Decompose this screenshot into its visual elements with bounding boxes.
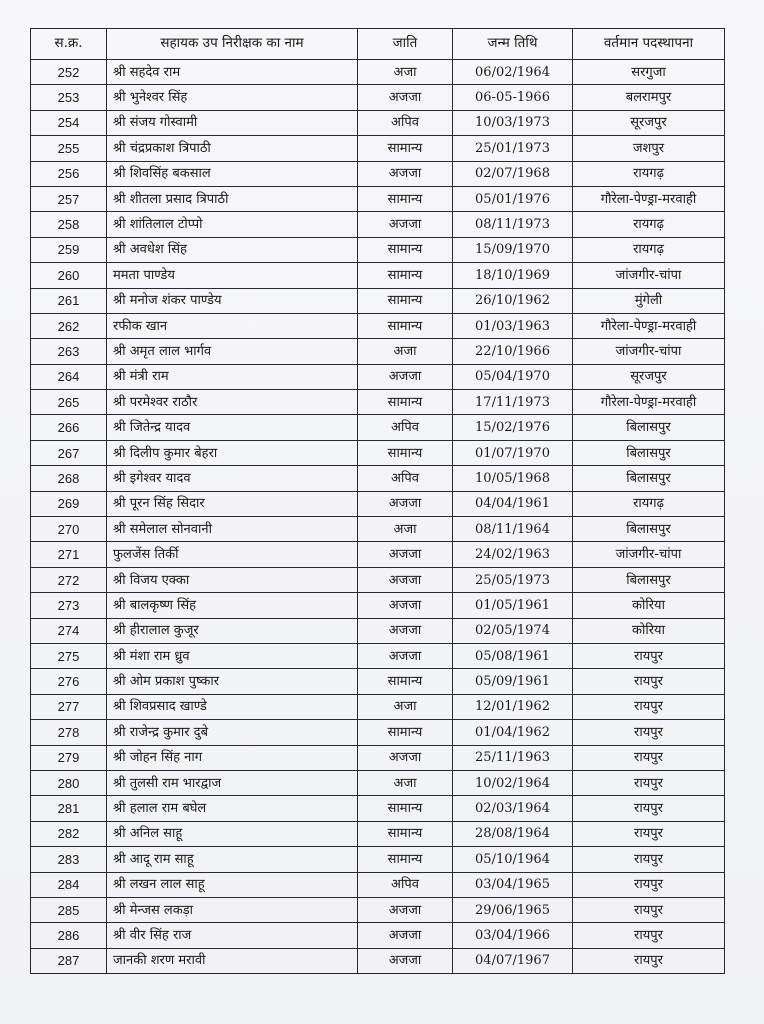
table-row: [31, 897, 725, 922]
officer-name-cell: श्री वीर सिंह राज: [107, 923, 358, 948]
current-posting-cell: रायपुर: [573, 872, 725, 897]
table-row: [31, 669, 725, 694]
current-posting-cell: बिलासपुर: [573, 440, 725, 465]
date-of-birth-cell: 01/04/1962: [453, 720, 573, 745]
table-row: [31, 542, 725, 567]
officer-name-cell: श्री समेलाल सोनवानी: [107, 517, 358, 542]
caste-cell: अजजा: [358, 948, 453, 973]
table-row: [31, 60, 725, 85]
current-posting-cell: जशपुर: [573, 136, 725, 161]
officer-name-cell: श्री हलाल राम बघेल: [107, 796, 358, 821]
caste-cell: अपिव: [358, 415, 453, 440]
officer-name-cell: श्री संजय गोस्वामी: [107, 110, 358, 135]
current-posting-cell: सरगुजा: [573, 60, 725, 85]
serial-number-cell: 253: [31, 85, 107, 110]
officer-name-cell: श्री अवधेश सिंह: [107, 237, 358, 262]
table-row: [31, 796, 725, 821]
serial-number-cell: 287: [31, 948, 107, 973]
date-of-birth-cell: 01/07/1970: [453, 440, 573, 465]
table-row: [31, 212, 725, 237]
date-of-birth-cell: 02/07/1968: [453, 161, 573, 186]
serial-number-cell: 283: [31, 847, 107, 872]
table-row: [31, 339, 725, 364]
current-posting-cell: बिलासपुर: [573, 415, 725, 440]
table-row: [31, 948, 725, 973]
date-of-birth-cell: 04/04/1961: [453, 491, 573, 516]
caste-cell: अजजा: [358, 364, 453, 389]
current-posting-cell: रायगढ़: [573, 212, 725, 237]
caste-cell: अजा: [358, 60, 453, 85]
date-of-birth-cell: 05/08/1961: [453, 643, 573, 668]
caste-cell: सामान्य: [358, 313, 453, 338]
officer-name-cell: फुलजेंस तिर्की: [107, 542, 358, 567]
date-of-birth-cell: 10/02/1964: [453, 770, 573, 795]
header-current-posting: वर्तमान पदस्थापना: [573, 29, 725, 60]
current-posting-cell: रायपुर: [573, 643, 725, 668]
serial-number-cell: 258: [31, 212, 107, 237]
table-row: [31, 720, 725, 745]
caste-cell: अजा: [358, 770, 453, 795]
date-of-birth-cell: 10/05/1968: [453, 466, 573, 491]
serial-number-cell: 252: [31, 60, 107, 85]
date-of-birth-cell: 25/05/1973: [453, 567, 573, 592]
date-of-birth-cell: 05/01/1976: [453, 186, 573, 211]
serial-number-cell: 269: [31, 491, 107, 516]
date-of-birth-cell: 18/10/1969: [453, 263, 573, 288]
header-date-of-birth: जन्म तिथि: [453, 29, 573, 60]
caste-cell: अजा: [358, 694, 453, 719]
caste-cell: अपिव: [358, 466, 453, 491]
officer-name-cell: रफीक खान: [107, 313, 358, 338]
date-of-birth-cell: 06/02/1964: [453, 60, 573, 85]
header-caste: जाति: [358, 29, 453, 60]
serial-number-cell: 268: [31, 466, 107, 491]
officer-name-cell: जानकी शरण मरावी: [107, 948, 358, 973]
serial-number-cell: 263: [31, 339, 107, 364]
officer-name-cell: श्री शीतला प्रसाद त्रिपाठी: [107, 186, 358, 211]
table-row: [31, 390, 725, 415]
caste-cell: अजा: [358, 339, 453, 364]
date-of-birth-cell: 01/03/1963: [453, 313, 573, 338]
header-officer-name: सहायक उप निरीक्षक का नाम: [107, 29, 358, 60]
date-of-birth-cell: 01/05/1961: [453, 593, 573, 618]
date-of-birth-cell: 28/08/1964: [453, 821, 573, 846]
caste-cell: अजजा: [358, 745, 453, 770]
caste-cell: सामान्य: [358, 288, 453, 313]
caste-cell: अजजा: [358, 85, 453, 110]
table-row: [31, 466, 725, 491]
serial-number-cell: 261: [31, 288, 107, 313]
date-of-birth-cell: 29/06/1965: [453, 897, 573, 922]
caste-cell: सामान्य: [358, 186, 453, 211]
date-of-birth-cell: 05/10/1964: [453, 847, 573, 872]
caste-cell: अपिव: [358, 110, 453, 135]
table-body: [31, 60, 725, 974]
table-row: [31, 872, 725, 897]
serial-number-cell: 275: [31, 643, 107, 668]
caste-cell: अजा: [358, 517, 453, 542]
officer-name-cell: श्री अमृत लाल भार्गव: [107, 339, 358, 364]
caste-cell: अजजा: [358, 897, 453, 922]
table-row: [31, 643, 725, 668]
officer-name-cell: श्री परमेश्वर राठौर: [107, 390, 358, 415]
table-header-row: [31, 29, 725, 60]
serial-number-cell: 282: [31, 821, 107, 846]
serial-number-cell: 278: [31, 720, 107, 745]
officer-name-cell: श्री राजेन्द्र कुमार दुबे: [107, 720, 358, 745]
table-row: [31, 770, 725, 795]
date-of-birth-cell: 06-05-1966: [453, 85, 573, 110]
serial-number-cell: 280: [31, 770, 107, 795]
table-row: [31, 491, 725, 516]
serial-number-cell: 270: [31, 517, 107, 542]
current-posting-cell: बिलासपुर: [573, 466, 725, 491]
date-of-birth-cell: 03/04/1965: [453, 872, 573, 897]
date-of-birth-cell: 08/11/1964: [453, 517, 573, 542]
serial-number-cell: 273: [31, 593, 107, 618]
caste-cell: सामान्य: [358, 136, 453, 161]
current-posting-cell: मुंगेली: [573, 288, 725, 313]
officer-name-cell: श्री दिलीप कुमार बेहरा: [107, 440, 358, 465]
serial-number-cell: 266: [31, 415, 107, 440]
table-row: [31, 186, 725, 211]
date-of-birth-cell: 22/10/1966: [453, 339, 573, 364]
caste-cell: सामान्य: [358, 796, 453, 821]
officer-name-cell: श्री तुलसी राम भारद्वाज: [107, 770, 358, 795]
serial-number-cell: 272: [31, 567, 107, 592]
table-row: [31, 847, 725, 872]
date-of-birth-cell: 24/02/1963: [453, 542, 573, 567]
current-posting-cell: रायपुर: [573, 897, 725, 922]
caste-cell: अजजा: [358, 491, 453, 516]
caste-cell: सामान्य: [358, 847, 453, 872]
caste-cell: अजजा: [358, 212, 453, 237]
officer-name-cell: श्री बालकृष्ण सिंह: [107, 593, 358, 618]
caste-cell: सामान्य: [358, 263, 453, 288]
date-of-birth-cell: 02/05/1974: [453, 618, 573, 643]
table-row: [31, 364, 725, 389]
officer-name-cell: श्री सहदेव राम: [107, 60, 358, 85]
table-row: [31, 313, 725, 338]
serial-number-cell: 281: [31, 796, 107, 821]
officer-name-cell: श्री शिवसिंह बकसाल: [107, 161, 358, 186]
current-posting-cell: रायगढ़: [573, 161, 725, 186]
officer-name-cell: श्री मनोज शंकर पाण्डेय: [107, 288, 358, 313]
date-of-birth-cell: 05/04/1970: [453, 364, 573, 389]
current-posting-cell: जांजगीर-चांपा: [573, 263, 725, 288]
date-of-birth-cell: 08/11/1973: [453, 212, 573, 237]
date-of-birth-cell: 17/11/1973: [453, 390, 573, 415]
officer-name-cell: श्री चंद्रप्रकाश त्रिपाठी: [107, 136, 358, 161]
officer-name-cell: श्री मंत्री राम: [107, 364, 358, 389]
current-posting-cell: रायपुर: [573, 745, 725, 770]
caste-cell: सामान्य: [358, 440, 453, 465]
table-row: [31, 136, 725, 161]
date-of-birth-cell: 03/04/1966: [453, 923, 573, 948]
current-posting-cell: बिलासपुर: [573, 517, 725, 542]
table-row: [31, 618, 725, 643]
table-row: [31, 593, 725, 618]
officer-name-cell: श्री अनिल साहू: [107, 821, 358, 846]
current-posting-cell: रायपुर: [573, 694, 725, 719]
serial-number-cell: 279: [31, 745, 107, 770]
date-of-birth-cell: 10/03/1973: [453, 110, 573, 135]
caste-cell: अजजा: [358, 593, 453, 618]
officer-name-cell: श्री लखन लाल साहू: [107, 872, 358, 897]
current-posting-cell: रायपुर: [573, 821, 725, 846]
current-posting-cell: जांजगीर-चांपा: [573, 542, 725, 567]
serial-number-cell: 264: [31, 364, 107, 389]
date-of-birth-cell: 15/09/1970: [453, 237, 573, 262]
officer-name-cell: श्री भुनेश्वर सिंह: [107, 85, 358, 110]
current-posting-cell: जांजगीर-चांपा: [573, 339, 725, 364]
table-row: [31, 237, 725, 262]
serial-number-cell: 276: [31, 669, 107, 694]
date-of-birth-cell: 04/07/1967: [453, 948, 573, 973]
serial-number-cell: 286: [31, 923, 107, 948]
officer-name-cell: श्री शिवप्रसाद खाण्डे: [107, 694, 358, 719]
caste-cell: सामान्य: [358, 720, 453, 745]
serial-number-cell: 277: [31, 694, 107, 719]
caste-cell: अजजा: [358, 643, 453, 668]
officer-name-cell: श्री आदू राम साहू: [107, 847, 358, 872]
current-posting-cell: रायगढ़: [573, 491, 725, 516]
officer-name-cell: श्री हीरालाल कुजूर: [107, 618, 358, 643]
current-posting-cell: सूरजपुर: [573, 364, 725, 389]
officer-name-cell: श्री जोहन सिंह नाग: [107, 745, 358, 770]
officer-name-cell: ममता पाण्डेय: [107, 263, 358, 288]
caste-cell: अजजा: [358, 161, 453, 186]
current-posting-cell: सूरजपुर: [573, 110, 725, 135]
caste-cell: सामान्य: [358, 821, 453, 846]
table-row: [31, 263, 725, 288]
table-row: [31, 85, 725, 110]
current-posting-cell: रायगढ़: [573, 237, 725, 262]
caste-cell: सामान्य: [358, 237, 453, 262]
date-of-birth-cell: 25/11/1963: [453, 745, 573, 770]
serial-number-cell: 259: [31, 237, 107, 262]
current-posting-cell: बिलासपुर: [573, 567, 725, 592]
serial-number-cell: 255: [31, 136, 107, 161]
caste-cell: अजजा: [358, 923, 453, 948]
current-posting-cell: गौरेला-पेण्ड्रा-मरवाही: [573, 313, 725, 338]
table-row: [31, 517, 725, 542]
caste-cell: सामान्य: [358, 669, 453, 694]
caste-cell: अजजा: [358, 618, 453, 643]
table-row: [31, 161, 725, 186]
serial-number-cell: 274: [31, 618, 107, 643]
serial-number-cell: 262: [31, 313, 107, 338]
current-posting-cell: रायपुर: [573, 720, 725, 745]
officer-name-cell: श्री विजय एक्का: [107, 567, 358, 592]
current-posting-cell: रायपुर: [573, 923, 725, 948]
current-posting-cell: गौरेला-पेण्ड्रा-मरवाही: [573, 186, 725, 211]
table-row: [31, 288, 725, 313]
officer-name-cell: श्री मेन्जस लकड़ा: [107, 897, 358, 922]
serial-number-cell: 284: [31, 872, 107, 897]
caste-cell: अपिव: [358, 872, 453, 897]
serial-number-cell: 260: [31, 263, 107, 288]
table-row: [31, 694, 725, 719]
current-posting-cell: रायपुर: [573, 796, 725, 821]
current-posting-cell: रायपुर: [573, 847, 725, 872]
officer-name-cell: श्री जितेन्द्र यादव: [107, 415, 358, 440]
current-posting-cell: कोरिया: [573, 618, 725, 643]
header-serial-number: स.क्र.: [31, 29, 107, 60]
caste-cell: अजजा: [358, 542, 453, 567]
current-posting-cell: रायपुर: [573, 770, 725, 795]
current-posting-cell: कोरिया: [573, 593, 725, 618]
table-row: [31, 415, 725, 440]
officer-name-cell: श्री पूरन सिंह सिदार: [107, 491, 358, 516]
table-row: [31, 745, 725, 770]
current-posting-cell: रायपुर: [573, 669, 725, 694]
serial-number-cell: 265: [31, 390, 107, 415]
officer-name-cell: श्री मंशा राम ध्रुव: [107, 643, 358, 668]
table-row: [31, 567, 725, 592]
table-row: [31, 923, 725, 948]
serial-number-cell: 285: [31, 897, 107, 922]
serial-number-cell: 271: [31, 542, 107, 567]
current-posting-cell: रायपुर: [573, 948, 725, 973]
current-posting-cell: गौरेला-पेण्ड्रा-मरवाही: [573, 390, 725, 415]
current-posting-cell: बलरामपुर: [573, 85, 725, 110]
date-of-birth-cell: 02/03/1964: [453, 796, 573, 821]
date-of-birth-cell: 25/01/1973: [453, 136, 573, 161]
table-row: [31, 821, 725, 846]
serial-number-cell: 257: [31, 186, 107, 211]
table-row: [31, 440, 725, 465]
caste-cell: सामान्य: [358, 390, 453, 415]
caste-cell: अजजा: [358, 567, 453, 592]
serial-number-cell: 267: [31, 440, 107, 465]
table-row: [31, 110, 725, 135]
officer-name-cell: श्री ओम प्रकाश पुष्कार: [107, 669, 358, 694]
officer-name-cell: श्री इगेश्वर यादव: [107, 466, 358, 491]
date-of-birth-cell: 12/01/1962: [453, 694, 573, 719]
date-of-birth-cell: 26/10/1962: [453, 288, 573, 313]
officer-name-cell: श्री शांतिलाल टोप्पो: [107, 212, 358, 237]
serial-number-cell: 254: [31, 110, 107, 135]
date-of-birth-cell: 05/09/1961: [453, 669, 573, 694]
date-of-birth-cell: 15/02/1976: [453, 415, 573, 440]
serial-number-cell: 256: [31, 161, 107, 186]
officer-roster-table: [30, 28, 725, 974]
